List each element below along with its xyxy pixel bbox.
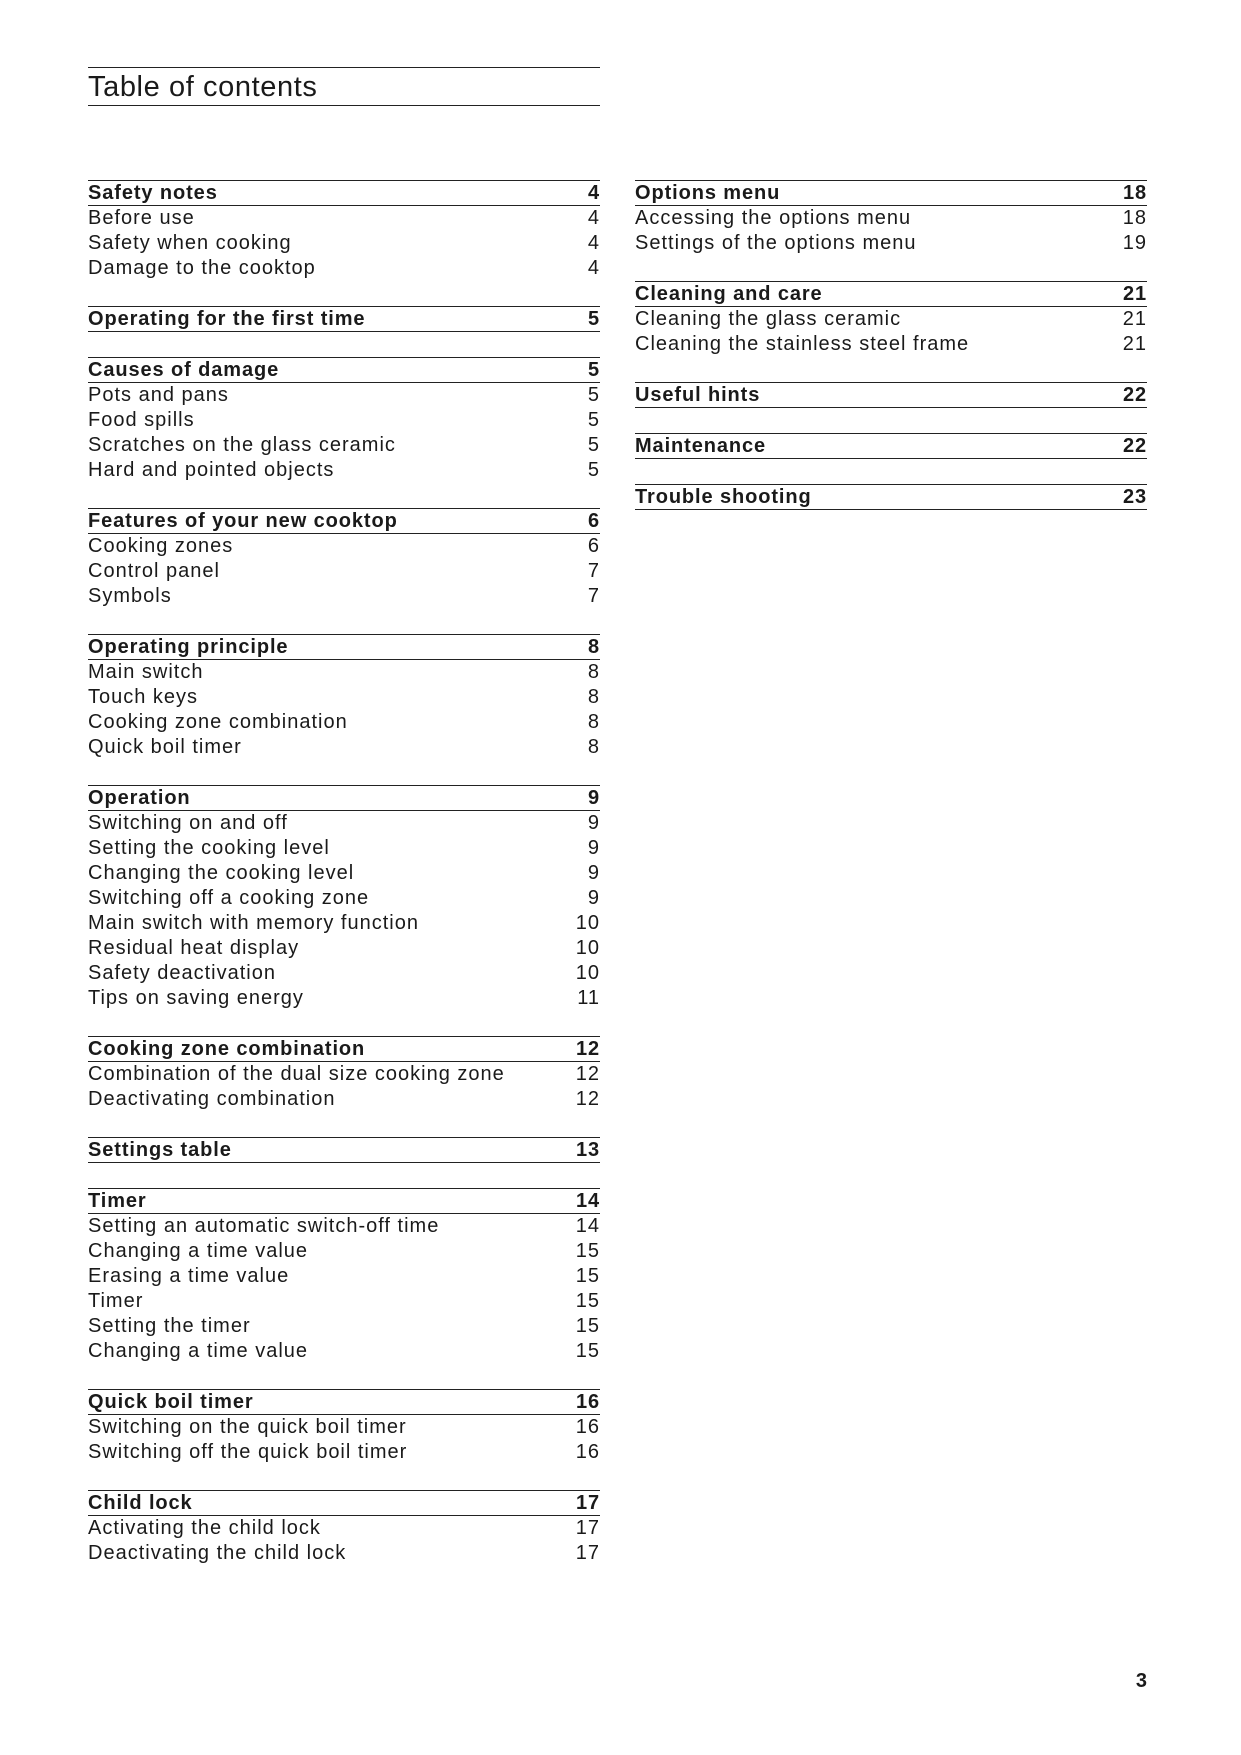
toc-entry-page: 21 xyxy=(1122,333,1147,355)
toc-entry-page: 8 xyxy=(587,686,600,708)
toc-section-operating-principle xyxy=(88,634,600,760)
toc-section-trouble-shooting xyxy=(635,484,1147,510)
toc-heading-page: 23 xyxy=(1122,486,1147,508)
toc-entry-page: 12 xyxy=(575,1088,600,1110)
toc-section-options-menu xyxy=(635,180,1147,256)
toc-entry-page: 18 xyxy=(1122,207,1147,229)
toc-entry-page: 5 xyxy=(587,459,600,481)
toc-entry-page: 9 xyxy=(587,887,600,909)
toc-entry-page: 4 xyxy=(587,257,600,279)
toc-heading-page: 18 xyxy=(1122,182,1147,204)
toc-entry[interactable] xyxy=(88,584,600,609)
toc-entry-page: 15 xyxy=(575,1240,600,1262)
toc-entry[interactable] xyxy=(88,534,600,559)
toc-entry[interactable] xyxy=(88,961,600,986)
toc-section-safety-notes xyxy=(88,180,600,281)
toc-section-heading[interactable] xyxy=(88,508,600,534)
toc-section-heading[interactable] xyxy=(88,634,600,660)
toc-entry[interactable] xyxy=(635,231,1147,256)
toc-heading-page: 8 xyxy=(587,636,600,658)
toc-heading-label: Cooking zone combination xyxy=(88,1038,366,1060)
toc-section-heading[interactable] xyxy=(635,484,1147,510)
toc-entry[interactable] xyxy=(88,660,600,685)
toc-entry-page: 19 xyxy=(1122,232,1147,254)
toc-entry[interactable] xyxy=(88,836,600,861)
toc-entry-label: Touch keys xyxy=(88,686,199,708)
toc-section-quick-boil-timer xyxy=(88,1389,600,1465)
toc-entry[interactable] xyxy=(88,1440,600,1465)
toc-entry-page: 9 xyxy=(587,812,600,834)
toc-entry-label: Residual heat display xyxy=(88,937,300,959)
toc-entry-page: 12 xyxy=(575,1063,600,1085)
toc-section-timer xyxy=(88,1188,600,1364)
toc-entry[interactable] xyxy=(88,1087,600,1112)
toc-entry-page: 16 xyxy=(575,1441,600,1463)
toc-entry[interactable] xyxy=(88,1289,600,1314)
toc-entry-label: Control panel xyxy=(88,560,220,582)
toc-section-cleaning-and-care xyxy=(635,281,1147,357)
toc-entry[interactable] xyxy=(88,861,600,886)
toc-section-maintenance xyxy=(635,433,1147,459)
toc-entry[interactable] xyxy=(88,986,600,1011)
toc-entry-label: Scratches on the glass ceramic xyxy=(88,434,396,456)
toc-heading-label: Operating for the first time xyxy=(88,308,366,330)
toc-entry-label: Activating the child lock xyxy=(88,1517,321,1539)
toc-heading-page: 16 xyxy=(575,1391,600,1413)
toc-entry[interactable] xyxy=(88,1062,600,1087)
toc-entry[interactable] xyxy=(88,256,600,281)
toc-heading-page: 22 xyxy=(1122,435,1147,457)
toc-entry-page: 4 xyxy=(587,207,600,229)
toc-heading-page: 5 xyxy=(587,359,600,381)
toc-entry[interactable] xyxy=(88,1415,600,1440)
toc-heading-label: Options menu xyxy=(635,182,781,204)
toc-entry-page: 7 xyxy=(587,560,600,582)
toc-entry-label: Switching on and off xyxy=(88,812,288,834)
toc-entry-page: 15 xyxy=(575,1315,600,1337)
toc-heading-page: 21 xyxy=(1122,283,1147,305)
toc-heading-page: 22 xyxy=(1122,384,1147,406)
toc-section-cooking-zone-combination xyxy=(88,1036,600,1112)
toc-entry-label: Hard and pointed objects xyxy=(88,459,335,481)
toc-heading-label: Safety notes xyxy=(88,182,218,204)
toc-entry-label: Switching off a cooking zone xyxy=(88,887,370,909)
toc-heading-page: 4 xyxy=(587,182,600,204)
toc-entry[interactable] xyxy=(88,735,600,760)
toc-entry-page: 21 xyxy=(1122,308,1147,330)
toc-entry-label: Tips on saving energy xyxy=(88,987,304,1009)
toc-entry[interactable] xyxy=(88,811,600,836)
toc-entry-page: 5 xyxy=(587,384,600,406)
toc-section-heading[interactable] xyxy=(88,1490,600,1516)
toc-entry[interactable] xyxy=(88,458,600,483)
toc-entry-label: Setting an automatic switch-off time xyxy=(88,1215,440,1237)
toc-entry-label: Changing a time value xyxy=(88,1240,309,1262)
toc-entry[interactable] xyxy=(88,1339,600,1364)
toc-section-heading[interactable] xyxy=(88,1137,600,1163)
toc-entry-page: 17 xyxy=(575,1517,600,1539)
toc-heading-label: Child lock xyxy=(88,1492,193,1514)
toc-section-settings-table xyxy=(88,1137,600,1163)
toc-entry-page: 8 xyxy=(587,736,600,758)
toc-entry-label: Changing a time value xyxy=(88,1340,309,1362)
toc-entry[interactable] xyxy=(88,559,600,584)
toc-entry-label: Cooking zones xyxy=(88,535,234,557)
toc-entry-page: 5 xyxy=(587,434,600,456)
toc-section-heading[interactable] xyxy=(88,306,600,332)
toc-heading-label: Trouble shooting xyxy=(635,486,812,508)
toc-entry-label: Cleaning the stainless steel frame xyxy=(635,333,970,355)
toc-heading-label: Settings table xyxy=(88,1139,232,1161)
toc-heading-page: 12 xyxy=(575,1038,600,1060)
toc-section-useful-hints xyxy=(635,382,1147,408)
toc-entry-label: Food spills xyxy=(88,409,195,431)
toc-heading-page: 17 xyxy=(575,1492,600,1514)
toc-entry[interactable] xyxy=(88,685,600,710)
toc-heading-page: 6 xyxy=(587,510,600,532)
toc-heading-label: Features of your new cooktop xyxy=(88,510,398,532)
toc-entry[interactable] xyxy=(88,1314,600,1339)
toc-entry[interactable] xyxy=(88,710,600,735)
toc-entry[interactable] xyxy=(88,1239,600,1264)
toc-heading-label: Timer xyxy=(88,1190,147,1212)
toc-entry-label: Timer xyxy=(88,1290,144,1312)
toc-entry-label: Quick boil timer xyxy=(88,736,242,758)
toc-entry-page: 9 xyxy=(587,837,600,859)
toc-section-heading[interactable] xyxy=(88,785,600,811)
toc-section-operating-for-the-first-time xyxy=(88,306,600,332)
toc-entry-page: 9 xyxy=(587,862,600,884)
toc-entry-page: 7 xyxy=(587,585,600,607)
toc-entry-label: Pots and pans xyxy=(88,384,229,406)
page-title: Table of contents xyxy=(88,71,318,103)
toc-section-heading[interactable] xyxy=(88,1188,600,1214)
toc-heading-label: Cleaning and care xyxy=(635,283,823,305)
toc-entry[interactable] xyxy=(88,433,600,458)
toc-entry-label: Deactivating the child lock xyxy=(88,1542,347,1564)
toc-entry-label: Damage to the cooktop xyxy=(88,257,316,279)
toc-heading-label: Causes of damage xyxy=(88,359,280,381)
toc-heading-label: Useful hints xyxy=(635,384,761,406)
toc-entry-label: Settings of the options menu xyxy=(635,232,917,254)
toc-entry-page: 10 xyxy=(575,962,600,984)
toc-section-heading[interactable] xyxy=(88,357,600,383)
toc-entry-page: 11 xyxy=(577,987,600,1009)
toc-entry-label: Deactivating combination xyxy=(88,1088,336,1110)
toc-entry-label: Changing the cooking level xyxy=(88,862,355,884)
toc-entry-label: Setting the timer xyxy=(88,1315,251,1337)
toc-section-heading[interactable] xyxy=(88,1389,600,1415)
toc-heading-label: Quick boil timer xyxy=(88,1391,254,1413)
toc-entry[interactable] xyxy=(88,1264,600,1289)
toc-heading-page: 9 xyxy=(587,787,600,809)
toc-entry-page: 14 xyxy=(575,1215,600,1237)
toc-entry-page: 6 xyxy=(587,535,600,557)
toc-entry-label: Safety when cooking xyxy=(88,232,292,254)
toc-entry-label: Switching on the quick boil timer xyxy=(88,1416,407,1438)
toc-entry-page: 16 xyxy=(575,1416,600,1438)
toc-heading-page: 14 xyxy=(575,1190,600,1212)
toc-entry-label: Before use xyxy=(88,207,195,229)
toc-entry-label: Cleaning the glass ceramic xyxy=(635,308,902,330)
toc-heading-label: Operating principle xyxy=(88,636,289,658)
toc-heading-label: Maintenance xyxy=(635,435,767,457)
toc-entry-label: Cooking zone combination xyxy=(88,711,348,733)
toc-left-column xyxy=(88,180,600,1591)
toc-section-child-lock xyxy=(88,1490,600,1566)
toc-entry-label: Setting the cooking level xyxy=(88,837,330,859)
page-number: 3 xyxy=(1135,1670,1147,1692)
toc-entry[interactable] xyxy=(88,1214,600,1239)
toc-section-heading[interactable] xyxy=(635,180,1147,206)
toc-entry-label: Combination of the dual size cooking zone xyxy=(88,1063,505,1085)
toc-entry[interactable] xyxy=(88,206,600,231)
toc-entry-page: 8 xyxy=(587,661,600,683)
toc-section-operation xyxy=(88,785,600,1011)
toc-entry-page: 15 xyxy=(575,1290,600,1312)
toc-entry-page: 5 xyxy=(587,409,600,431)
toc-heading-label: Operation xyxy=(88,787,191,809)
toc-entry-label: Accessing the options menu xyxy=(635,207,912,229)
toc-entry-label: Main switch xyxy=(88,661,204,683)
toc-entry-page: 15 xyxy=(575,1340,600,1362)
toc-entry[interactable] xyxy=(88,911,600,936)
toc-entry-page: 8 xyxy=(587,711,600,733)
toc-right-column xyxy=(635,180,1147,535)
toc-entry-page: 10 xyxy=(575,937,600,959)
toc-entry-page: 15 xyxy=(575,1265,600,1287)
toc-entry-page: 10 xyxy=(575,912,600,934)
toc-section-heading[interactable] xyxy=(635,382,1147,408)
toc-entry[interactable] xyxy=(88,1516,600,1541)
toc-section-heading[interactable] xyxy=(635,281,1147,307)
toc-heading-page: 5 xyxy=(587,308,600,330)
toc-entry[interactable] xyxy=(635,307,1147,332)
toc-entry[interactable] xyxy=(88,408,600,433)
toc-entry-page: 4 xyxy=(587,232,600,254)
toc-entry-label: Safety deactivation xyxy=(88,962,276,984)
toc-entry[interactable] xyxy=(88,231,600,256)
toc-entry[interactable] xyxy=(635,332,1147,357)
toc-section-heading[interactable] xyxy=(635,433,1147,459)
toc-entry-label: Symbols xyxy=(88,585,172,607)
toc-section-heading[interactable] xyxy=(88,180,600,206)
toc-section-causes-of-damage xyxy=(88,357,600,483)
toc-entry[interactable] xyxy=(635,206,1147,231)
toc-entry-label: Erasing a time value xyxy=(88,1265,290,1287)
toc-entry[interactable] xyxy=(88,886,600,911)
toc-entry[interactable] xyxy=(88,1541,600,1566)
toc-heading-page: 13 xyxy=(575,1139,600,1161)
toc-section-features-of-your-new-cooktop xyxy=(88,508,600,609)
toc-entry-label: Switching off the quick boil timer xyxy=(88,1441,408,1463)
toc-entry[interactable] xyxy=(88,936,600,961)
title-block xyxy=(88,67,600,106)
toc-section-heading[interactable] xyxy=(88,1036,600,1062)
toc-entry[interactable] xyxy=(88,383,600,408)
toc-entry-page: 17 xyxy=(575,1542,600,1564)
toc-entry-label: Main switch with memory function xyxy=(88,912,419,934)
